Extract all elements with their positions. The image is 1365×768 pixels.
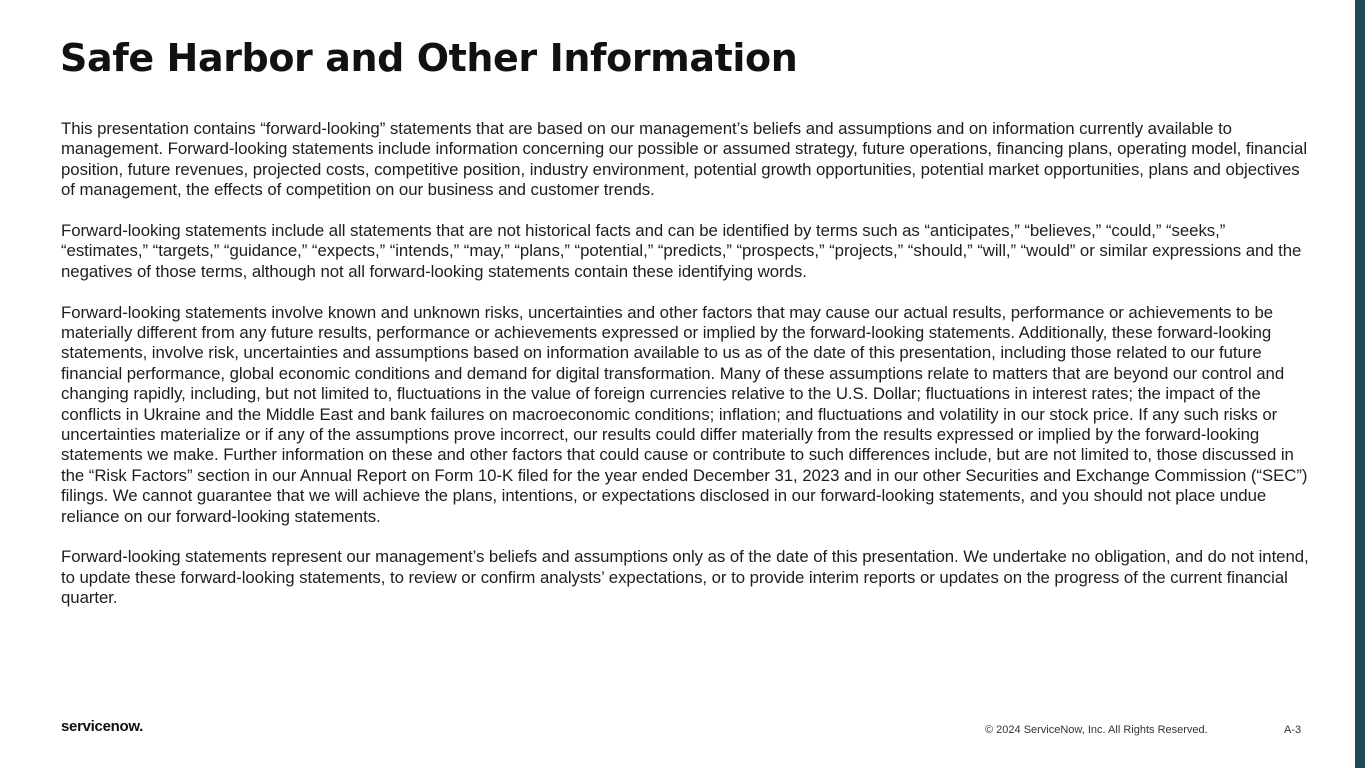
copyright-notice: © 2024 ServiceNow, Inc. All Rights Reserved. [985, 724, 1208, 736]
page-number: A-3 [1284, 724, 1302, 736]
slide-body [61, 119, 1311, 609]
slide-title: Safe Harbor and Other Information [60, 36, 798, 80]
paragraph-risks-uncertainties: Forward-looking statements involve known and unknown risks, uncertainties and other factors that may cause our actual results, performance or achievements to be materially different from any future results, performance or achievements expressed or implied by the forward-looking statements. Additionally, these forward-looking statements, involve risk, uncertainties and assumptions based on information available to us as of the date of this presentation, including those related to our future financial performance, global economic conditions and demand for digital transformation. Many of these assumptions relate to matters that are beyond our control and changing rapidly, including, but not limited to, fluctuations in the value of foreign currencies relative to the U.S. Dollar; fluctuations in interest rates; the impact of the conflicts in Ukraine and the Middle East and bank failures on macroeconomic conditions; inflation; and fluctuations and volatility in our stock price. If any such risks or uncertainties materialize or if any of the assumptions prove incorrect, our results could differ materially from the results expressed or implied by the forward-looking statements we make. Further information on these and other factors that could cause or contribute to such differences include, but are not limited to, those discussed in the “Risk Factors” section in our Annual Report on Form 10-K filed for the year ended December 31, 2023 and in our other Securities and Exchange Commission (“SEC”) filings. We cannot guarantee that we will achieve the plans, intentions, or expectations disclosed in our forward-looking statements, and you should not place undue reliance on our forward-looking statements. [61, 302, 1308, 526]
paragraph-no-obligation: Forward-looking statements represent our management’s beliefs and assumptions only as of the date of this presentation. We undertake no obligation, and do not intend, to update these forward-looking statements, to review or confirm analysts’ expectations, or to provide interim reports or updates on the progress of the current financial quarter. [61, 547, 1309, 608]
servicenow-logo: servicenow. [61, 718, 144, 735]
right-accent-bar [1355, 0, 1365, 768]
paragraph-identifying-terms: Forward-looking statements include all statements that are not historical facts and can be identified by terms such as “anticipates,” “believes,” “could,” “seeks,” “estimates,” “targets,” “guidance,” “expects,” “intends,” “may,” “plans,” “potential,” “predicts,” “prospects,” “projects,” “should,” “will,” “would” or similar expressions and the negatives of those terms, although not all forward-looking statements contain these identifying words. [61, 221, 1302, 281]
paragraph-forward-looking-intro: This presentation contains “forward-looking” statements that are based on our management’s beliefs and assumptions and on information currently available to management. Forward-looking statements include information concerning our possible or assumed strategy, future operations, financing plans, operating model, financial position, future revenues, projected costs, competitive position, industry environment, potential growth opportunities, potential market opportunities, plans and objectives of management, the effects of competition on our business and customer trends. [61, 119, 1308, 200]
